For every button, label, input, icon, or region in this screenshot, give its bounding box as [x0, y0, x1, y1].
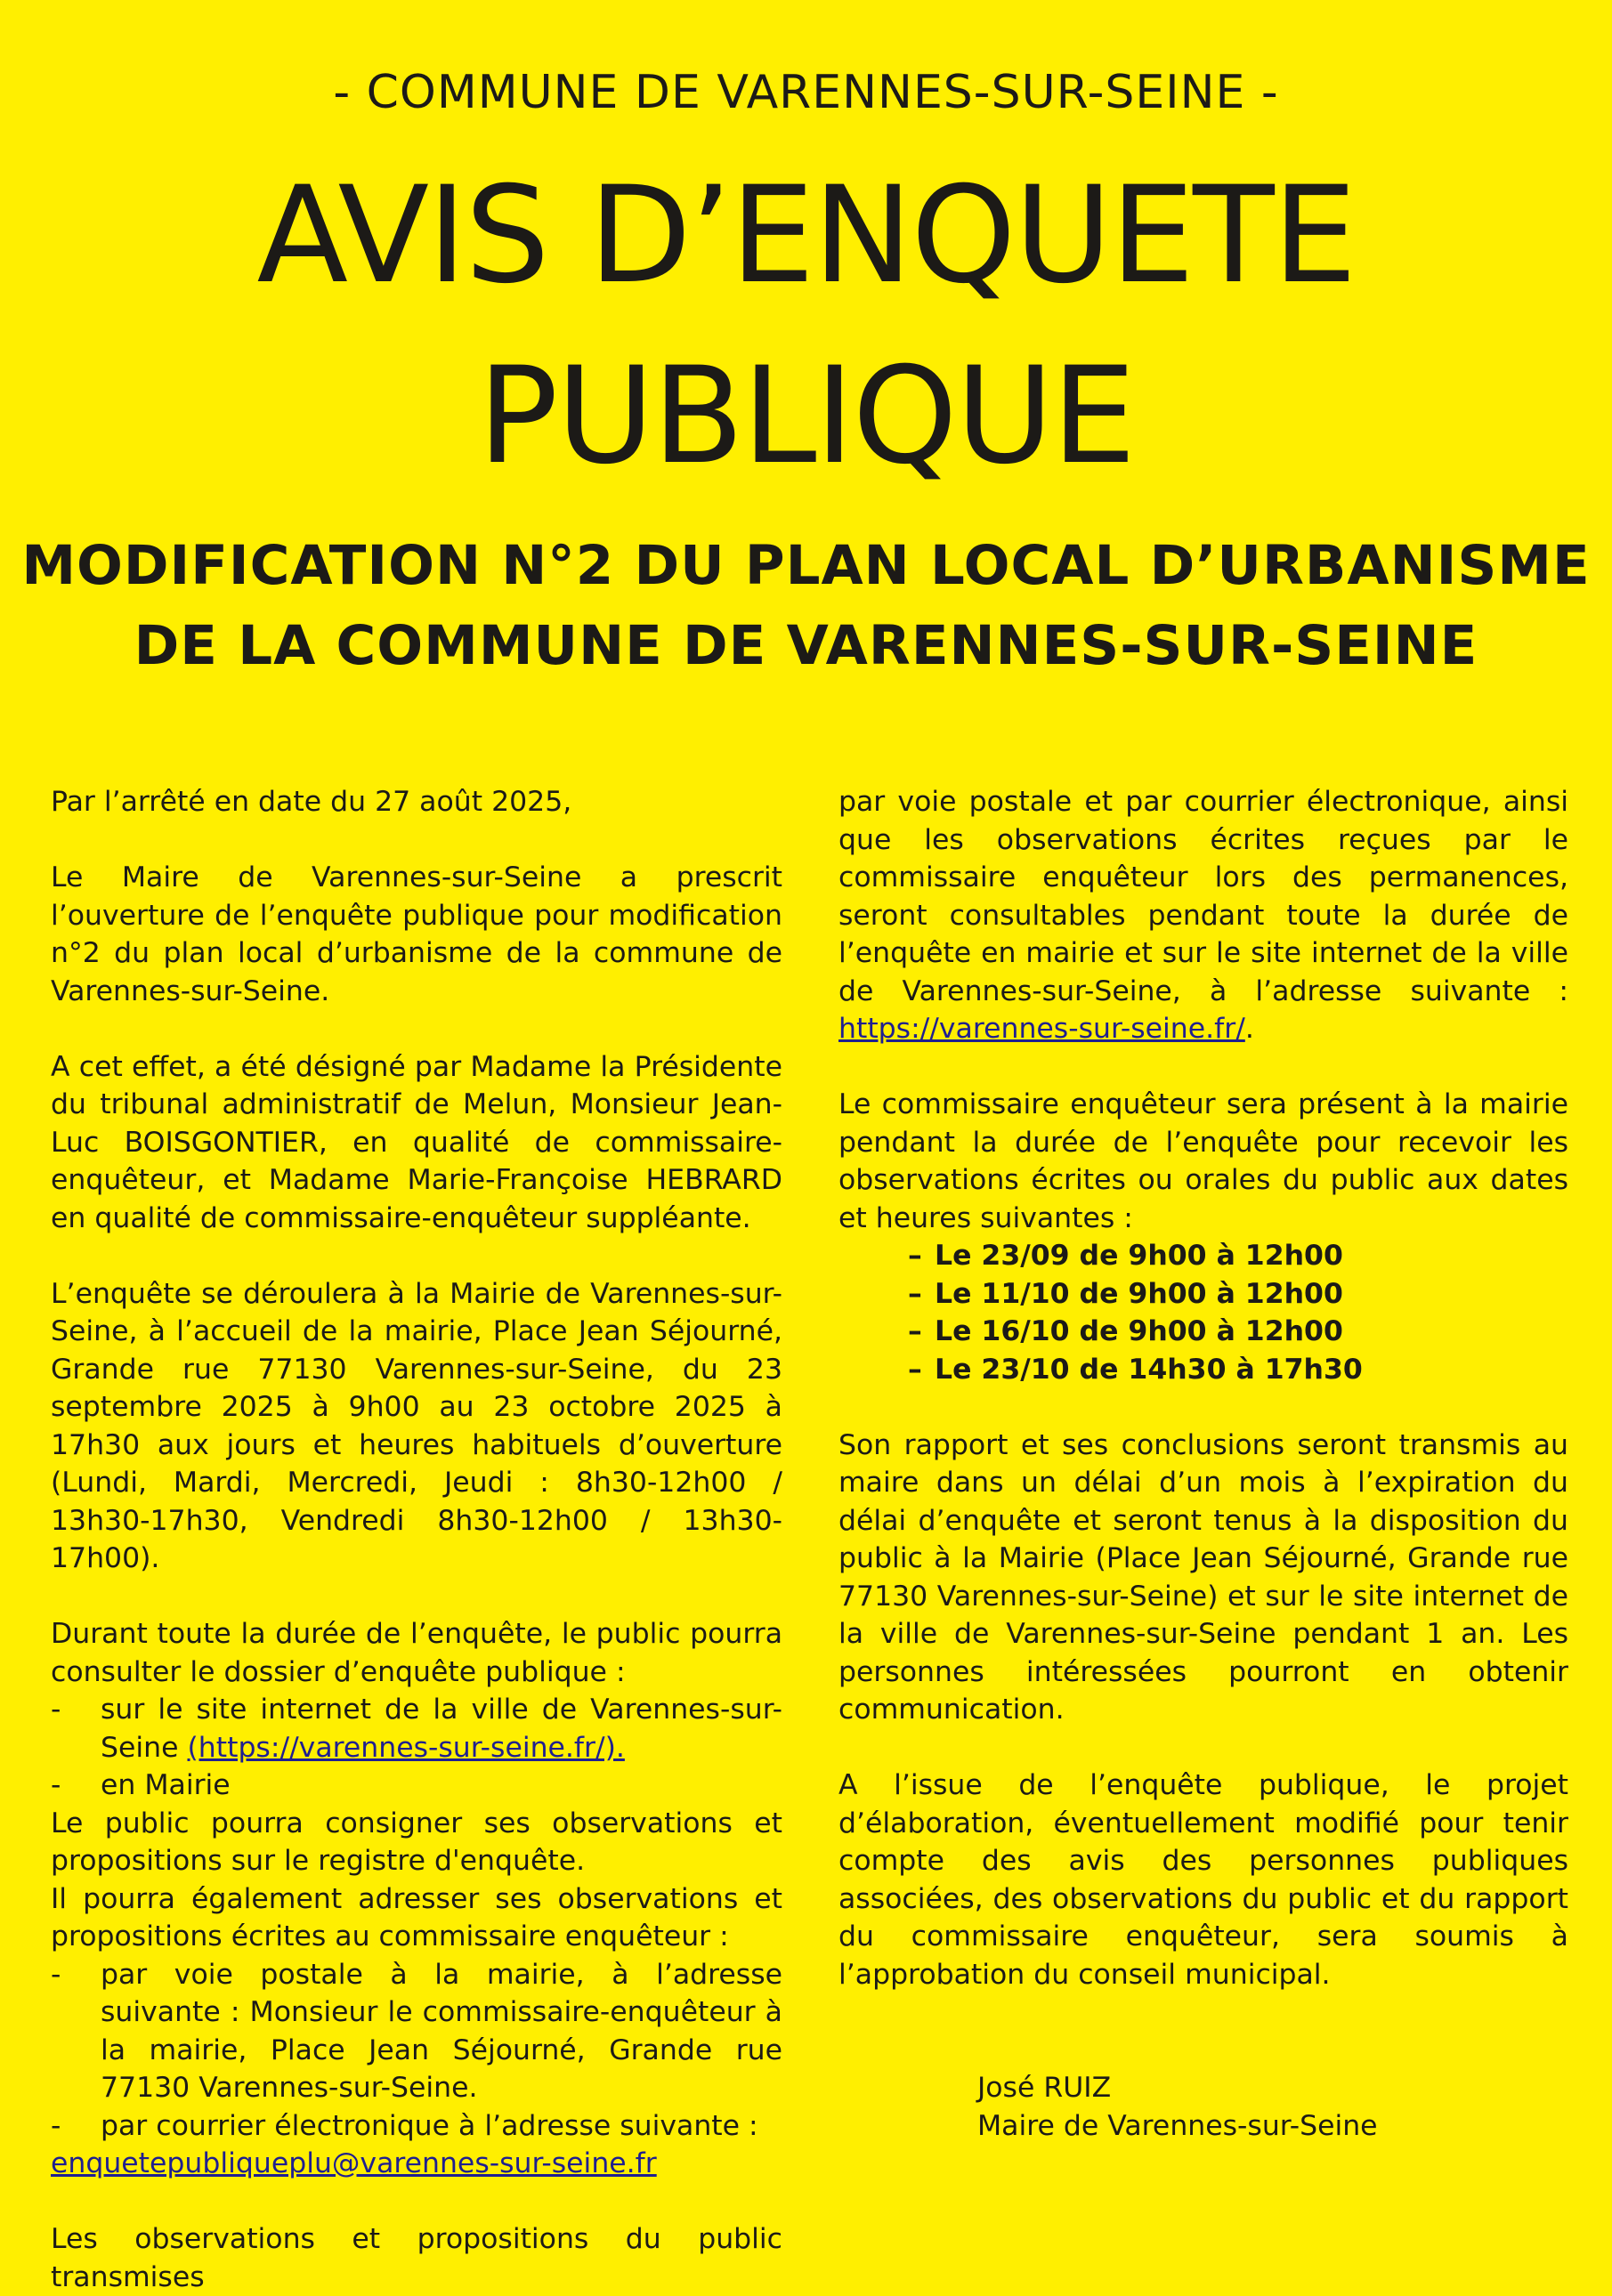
list-item-text: par courrier électronique à l’adresse suivante :: [101, 2109, 758, 2142]
list-item-text: en Mairie: [101, 1769, 231, 1801]
dash-bullet: -: [51, 1769, 61, 1801]
paragraph-prescription: Le Maire de Varennes-sur-Seine a prescrit l’ouverture de l’enquête publique pour modification n°2 du plan local d’urbanisme de la commune de Varennes-sur-Seine.: [51, 861, 782, 1007]
dash-bullet: -: [51, 2109, 61, 2142]
paragraph-location: L’enquête se déroulera à la Mairie de Varennes-sur-Seine, à l’accueil de la mairie, Place Jean Séjourné, Grande rue 77130 Varennes-sur-Seine, du 23 septembre 2025 à 9h00 au 23 octobre 2025 à 17h30 aux jours et heures habituels d’ouverture (Lundi, Mardi, Mercredi, Jeudi : 8h30-12h00 / 13h30-17h30, Vendredi 8h30-12h00 / 13h30-17h00).: [51, 1277, 782, 1574]
date-item: – Le 23/09 de 9h00 à 12h00: [908, 1240, 1343, 1272]
list-item: [51, 2107, 782, 2146]
permanence-dates: [838, 1237, 1568, 1388]
date-item: – Le 16/10 de 9h00 à 12h00: [908, 1315, 1343, 1347]
paragraph-register: Le public pourra consigner ses observations et propositions sur le registre d'enquête.: [51, 1807, 782, 1877]
right-column: [838, 783, 1568, 2145]
signature-name: José RUIZ: [977, 2072, 1112, 2104]
commune-heading: - COMMUNE DE VARENNES-SUR-SEINE -: [333, 66, 1279, 119]
dash-bullet: -: [51, 1958, 61, 1991]
paragraph-report: Son rapport et ses conclusions seront transmis au maire dans un délai d’un mois à l’expiration du délai d’enquête et seront tenus à la disposition du public à la Mairie (Place Jean Séjourné, Grande rue 77130 Varennes-sur-Seine) et sur le site internet de la ville de Varennes-sur-Seine pendant 1 an. Les personnes intéressées pourront en obtenir communication.: [838, 1428, 1568, 1726]
email-line: [51, 2145, 782, 2183]
list-item: [51, 1691, 782, 1766]
paragraph-permanences: Le commissaire enquêteur sera présent à la mairie pendant la durée de l’enquête pour recevoir les observations écrites ou orales du public aux dates et heures suivantes :: [838, 1088, 1568, 1234]
paragraph-observations: par voie postale et par courrier électronique, ainsi que les observations écrites reçues par le commissaire enquêteur lors des permanences, seront consultables pendant toute la durée de l’enquête en mairie et sur le site internet de la ville de Varennes-sur-Seine, à l’adresse suivante : https://varennes-sur-seine.fr/.: [838, 786, 1568, 1045]
paragraph-designation: A cet effet, a été désigné par Madame la Présidente du tribunal administratif de Melun, Monsieur Jean-Luc BOISGONTIER, en qualité de commissaire-enquêteur, et Madame Marie-Françoise HEBRARD en qualité de commissaire-enquêteur suppléante.: [51, 1050, 782, 1234]
notice-title: AVIS D’ENQUETE: [256, 158, 1356, 313]
list-item-text: sur le site internet de la ville de Varennes-sur-Seine (https://varennes-sur-seine.fr/).: [101, 1694, 782, 1764]
notice-subtitle: MODIFICATION N°2 DU PLAN LOCAL D’URBANISME: [21, 534, 1591, 597]
dash-bullet: -: [51, 1694, 61, 1726]
decree-date: Par l’arrêté en date du 27 août 2025,: [51, 786, 572, 818]
left-column: [51, 783, 782, 2296]
paragraph-transmitted: Les observations et propositions du public transmises: [51, 2223, 782, 2293]
notice-title-line2: PUBLIQUE: [477, 339, 1135, 494]
paragraph-approval: A l’issue de l’enquête publique, le projet d’élaboration, éventuellement modifié pour tenir compte des avis des personnes publiques associées, des observations du public et du rapport du commissaire enquêteur, sera soumis à l’approbation du conseil municipal.: [838, 1769, 1568, 1991]
website-link[interactable]: (https://varennes-sur-seine.fr/).: [187, 1731, 625, 1764]
email-link[interactable]: enquetepubliqueplu@varennes-sur-seine.fr: [51, 2147, 657, 2179]
date-item: – Le 11/10 de 9h00 à 12h00: [908, 1277, 1343, 1310]
paragraph-written: Il pourra également adresser ses observations et propositions écrites au commissaire enquêteur :: [51, 1882, 782, 1952]
signature-title: Maire de Varennes-sur-Seine: [977, 2109, 1378, 2142]
paragraph-consultation: Durant toute la durée de l’enquête, le public pourra consulter le dossier d’enquête publique :: [51, 1618, 782, 1688]
date-item: – Le 23/10 de 14h30 à 17h30: [908, 1353, 1363, 1386]
notice-subtitle-line2: DE LA COMMUNE DE VARENNES-SUR-SEINE: [134, 614, 1478, 677]
list-item: [51, 1956, 782, 2107]
list-item-text: par voie postale à la mairie, à l’adresse suivante : Monsieur le commissaire-enquêteur à la mairie, Place Jean Séjourné, Grande rue 77130 Varennes-sur-Seine.: [101, 1958, 782, 2104]
list-item: [51, 1766, 782, 1805]
website-link[interactable]: https://varennes-sur-seine.fr/: [838, 1013, 1245, 1045]
